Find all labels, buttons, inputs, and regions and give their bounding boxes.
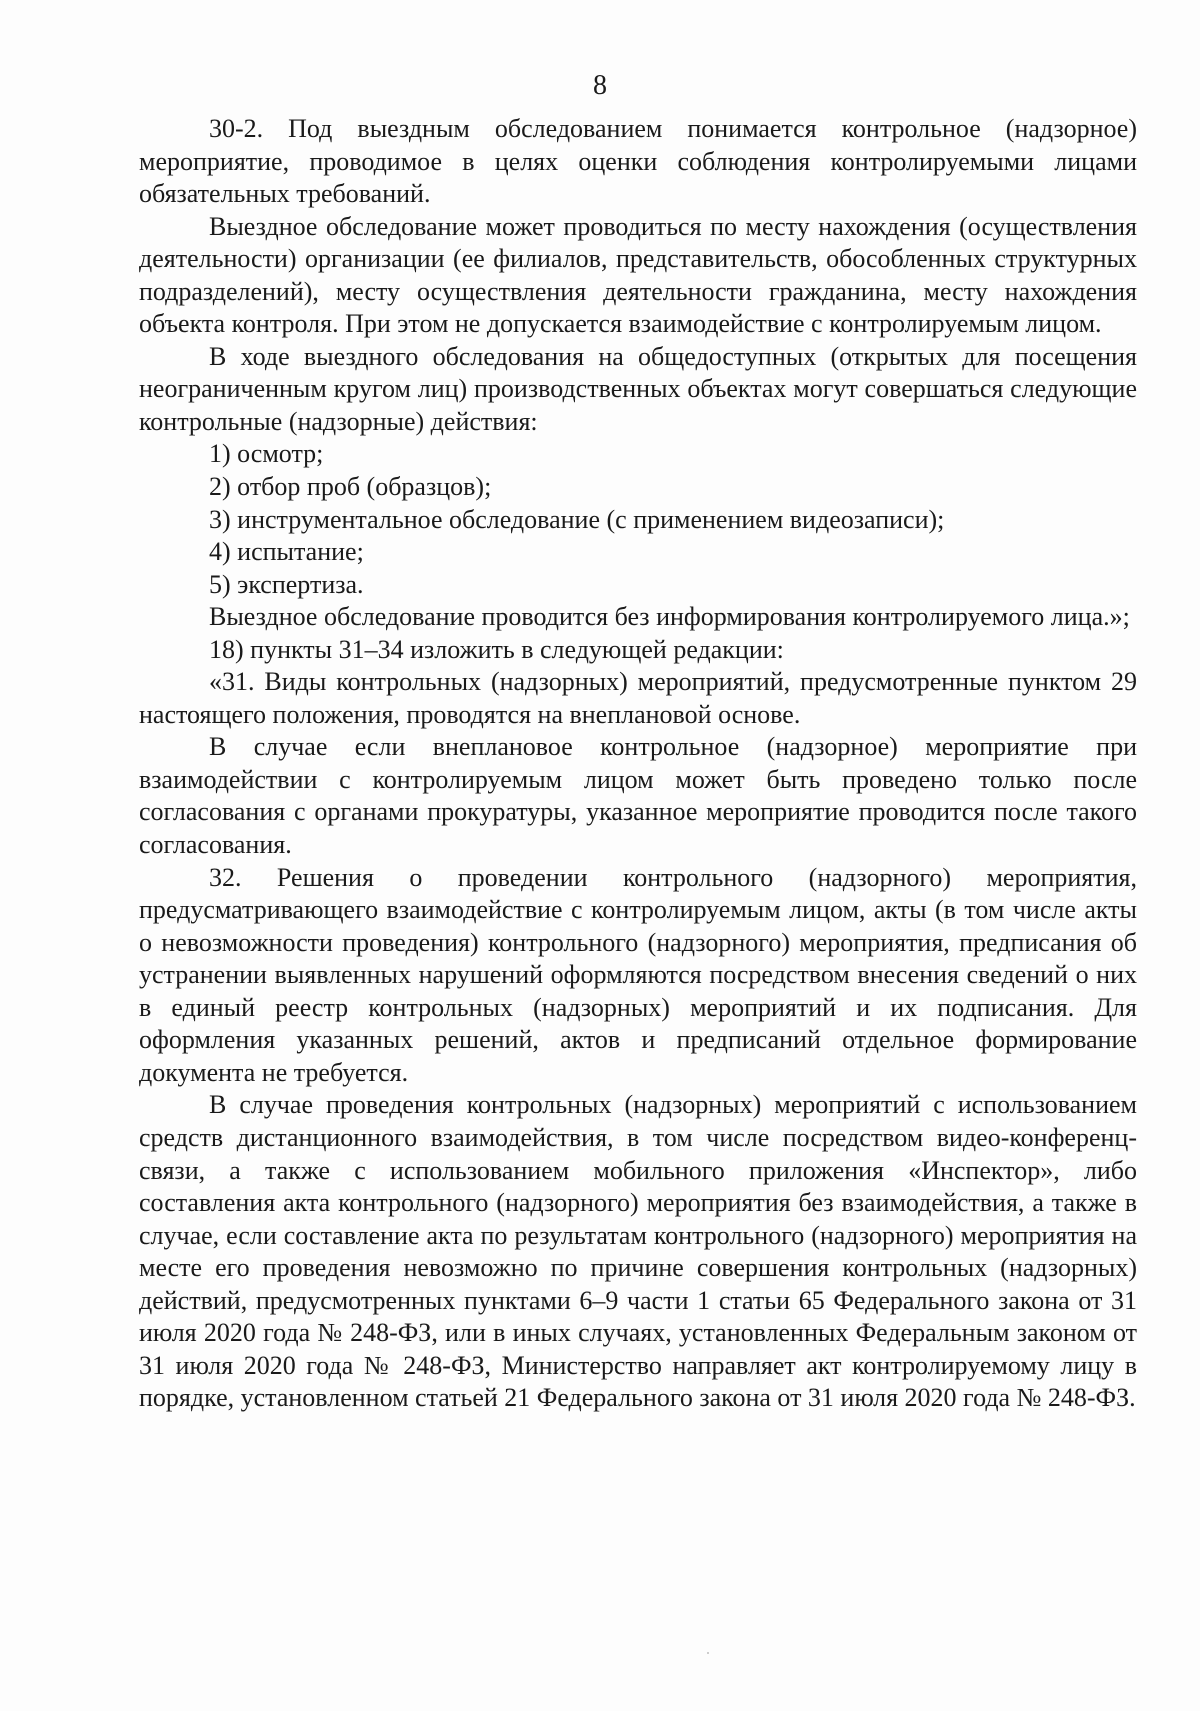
page-number: 8 [593,70,607,101]
paragraph-item-18: 18) пункты 31–34 изложить в следующей редакции: [209,634,784,664]
paragraph-30-2-definition: 30-2. Под выездным обследованием понимается контрольное (надзорное) мероприятие, проводимое в целях оценки соблюдения контролируемыми лицами обязательных требований. [139,114,1137,209]
list-item: 4) испытание; [209,537,364,567]
list-item: 5) экспертиза. [209,569,364,599]
document-body [139,113,1137,1415]
list-item: 1) осмотр; [209,439,324,469]
scan-speck [707,1652,709,1654]
list-item: 2) отбор проб (образцов); [209,472,492,502]
actions-list [139,438,1137,601]
paragraph-prosecutor-approval: В случае если внеплановое контрольное (надзорное) мероприятие при взаимодействии с контролируемым лицом может быть проведено только после согласования с органами прокуратуры, указанное мероприятие проводится после такого согласования. [139,732,1137,860]
paragraph-31-unscheduled: «31. Виды контрольных (надзорных) мероприятий, предусмотренные пунктом 29 настоящего положения, проводятся на внеплановой основе. [139,667,1137,729]
paragraph-inspection-actions-intro: В ходе выездного обследования на общедоступных (открытых для посещения неограниченным кругом лиц) производственных объектах могут совершаться следующие контрольные (надзорные) действия: [139,341,1137,436]
list-item: 3) инструментальное обследование (с применением видеозаписи); [209,504,945,534]
paragraph-no-notification: Выездное обследование проводится без информирования контролируемого лица.»; [209,602,1130,632]
paragraph-remote-interaction: В случае проведения контрольных (надзорных) мероприятий с использованием средств дистанционного взаимодействия, в том числе посредством видео-конференц-связи, а также с использованием мобильного приложения «Инспектор», либо составления акта контрольного (надзорного) мероприятия без взаимодействия, а также в случае, если составление акта по результатам контрольного (надзорного) мероприятия на месте его проведения невозможно по причине совершения контрольных (надзорных) действий, предусмотренных пунктами 6–9 части 1 статьи 65 Федерального закона от 31 июля 2020 года № 248-ФЗ, или в иных случаях, установленных Федеральным законом от 31 июля 2020 года № 248-ФЗ, Министерство направляет акт контролируемому лицу в порядке, установленном статьей 21 Федерального закона от 31 июля 2020 года № 248-ФЗ. [139,1090,1137,1413]
paragraph-inspection-location: Выездное обследование может проводиться по месту нахождения (осуществления деятельности) организации (ее филиалов, представительств, обособленных структурных подразделений), месту осуществления деятельности гражданина, месту нахождения объекта контроля. При этом не допускается взаимодействие с контролируемым лицом. [139,211,1137,339]
paragraph-32-decisions: 32. Решения о проведении контрольного (надзорного) мероприятия, предусматривающего взаимодействие с контролируемым лицом, акты (в том числе акты о невозможности проведения) контрольного (надзорного) мероприятия, предписания об устранении выявленных нарушений оформляются посредством внесения сведений о них в единый реестр контрольных (надзорных) мероприятий и их подписания. Для оформления указанных решений, актов и предписаний отдельное формирование документа не требуется. [139,862,1137,1087]
